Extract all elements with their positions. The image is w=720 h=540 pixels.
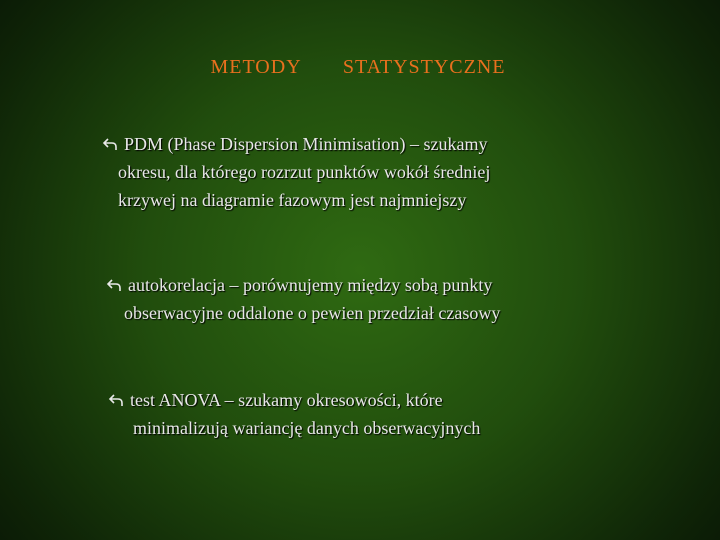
bullet-pdm	[102, 130, 490, 214]
bullet-text: test ANOVA – szukamy okresowości, które	[130, 390, 443, 410]
bullet-line	[102, 130, 490, 158]
curved-arrow-icon	[102, 136, 118, 152]
bullet-autokorelacja	[106, 271, 500, 327]
curved-arrow-icon	[108, 392, 124, 408]
bullet-line: obserwacyjne oddalone o pewien przedział czasowy	[124, 303, 501, 323]
bullet-text: autokorelacja – porównujemy między sobą punkty	[128, 275, 493, 295]
bullet-anova	[108, 386, 480, 442]
bullet-line: minimalizują wariancję danych obserwacyjnych	[133, 418, 481, 438]
bullet-line	[106, 271, 500, 299]
bullet-text: PDM (Phase Dispersion Minimisation) – szukamy	[124, 134, 488, 154]
bullet-line	[108, 386, 480, 414]
slide-title: METODY STATYSTYCZNE	[210, 56, 506, 78]
curved-arrow-icon	[106, 277, 122, 293]
bullet-line: okresu, dla którego rozrzut punktów wokół średniej	[118, 162, 491, 182]
bullet-line: krzywej na diagramie fazowym jest najmniejszy	[118, 190, 467, 210]
